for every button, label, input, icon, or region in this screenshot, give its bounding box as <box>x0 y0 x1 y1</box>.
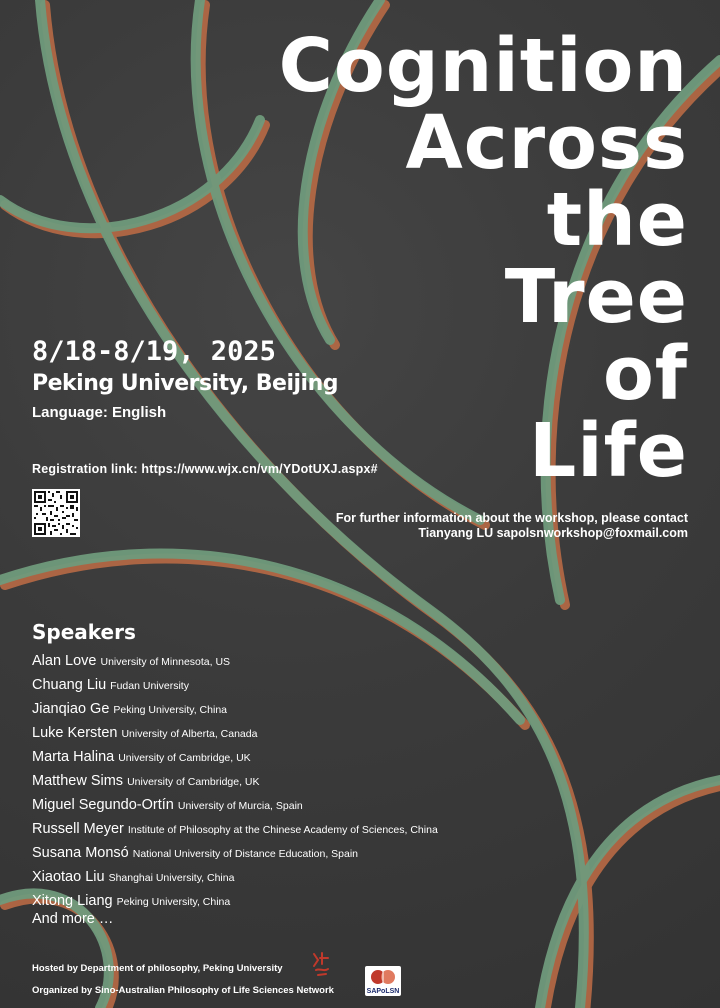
title-line: the <box>546 177 688 263</box>
speaker-item <box>32 889 438 913</box>
speaker-item <box>32 817 438 841</box>
title-line: Life <box>529 408 688 494</box>
speaker-name: Susana Monsó <box>32 845 129 861</box>
speaker-name: Alan Love <box>32 653 97 669</box>
speaker-item <box>32 769 438 793</box>
speaker-affiliation: University of Cambridge, UK <box>127 776 260 788</box>
speaker-item <box>32 673 438 697</box>
more-speakers-note: And more … <box>32 911 114 927</box>
speaker-name: Matthew Sims <box>32 773 124 789</box>
speaker-name: Miguel Segundo-Ortín <box>32 797 174 813</box>
speaker-affiliation: National University of Distance Education, Spain <box>132 848 359 860</box>
speaker-affiliation: Fudan University <box>110 680 189 692</box>
title-line: Cognition <box>278 23 688 109</box>
contact-email-line[interactable]: Tianyang LU sapolsnworkshop@foxmail.com <box>418 526 688 540</box>
speaker-affiliation: Shanghai University, China <box>108 872 235 884</box>
speaker-affiliation: Institute of Philosophy at the Chinese Academy of Sciences, China <box>127 824 438 836</box>
network-logo <box>365 966 401 996</box>
speaker-affiliation: University of Alberta, Canada <box>121 728 258 740</box>
speaker-name: Chuang Liu <box>32 677 107 693</box>
speaker-name: Russell Meyer <box>32 821 124 837</box>
speaker-name: Jianqiao Ge <box>32 701 110 717</box>
speaker-item <box>32 721 438 745</box>
contact-line: For further information about the workshop, please contact <box>335 511 688 525</box>
speaker-item <box>32 793 438 817</box>
speaker-affiliation: University of Minnesota, US <box>100 656 231 668</box>
speaker-name: Marta Halina <box>32 749 115 765</box>
hosted-by: Hosted by Department of philosophy, Peking University <box>32 963 283 974</box>
speakers-heading: Speakers <box>32 620 136 644</box>
event-language: Language: English <box>32 404 167 421</box>
poster-title <box>278 23 688 494</box>
qr-code[interactable] <box>32 489 80 537</box>
university-seal-icon <box>310 950 332 978</box>
speaker-item <box>32 865 438 889</box>
network-logo-text: SAPoLSN <box>366 988 400 995</box>
speaker-affiliation: Peking University, China <box>116 896 231 908</box>
speaker-item <box>32 697 438 721</box>
speaker-affiliation: Peking University, China <box>113 704 227 716</box>
speaker-affiliation: University of Cambridge, UK <box>118 752 251 764</box>
speaker-name: Xitong Liang <box>32 893 113 909</box>
event-venue: Peking University, Beijing <box>32 371 338 396</box>
registration-link[interactable]: Registration link: https://www.wjx.cn/vm/YDotUXJ.aspx# <box>32 462 378 476</box>
organized-by: Organized by Sino-Australian Philosophy of Life Sciences Network <box>32 985 334 996</box>
speaker-item <box>32 745 438 769</box>
speaker-name: Xiaotao Liu <box>32 869 105 885</box>
title-line: of <box>602 331 688 417</box>
speaker-item <box>32 841 438 865</box>
title-line: Across <box>405 100 688 186</box>
speaker-item <box>32 649 438 673</box>
event-date: 8/18-8/19, 2025 <box>32 336 276 367</box>
speaker-list <box>32 649 438 913</box>
contact-info <box>336 511 688 541</box>
speaker-affiliation: University of Murcia, Spain <box>177 800 303 812</box>
speaker-name: Luke Kersten <box>32 725 118 741</box>
title-line: Tree <box>504 254 688 340</box>
